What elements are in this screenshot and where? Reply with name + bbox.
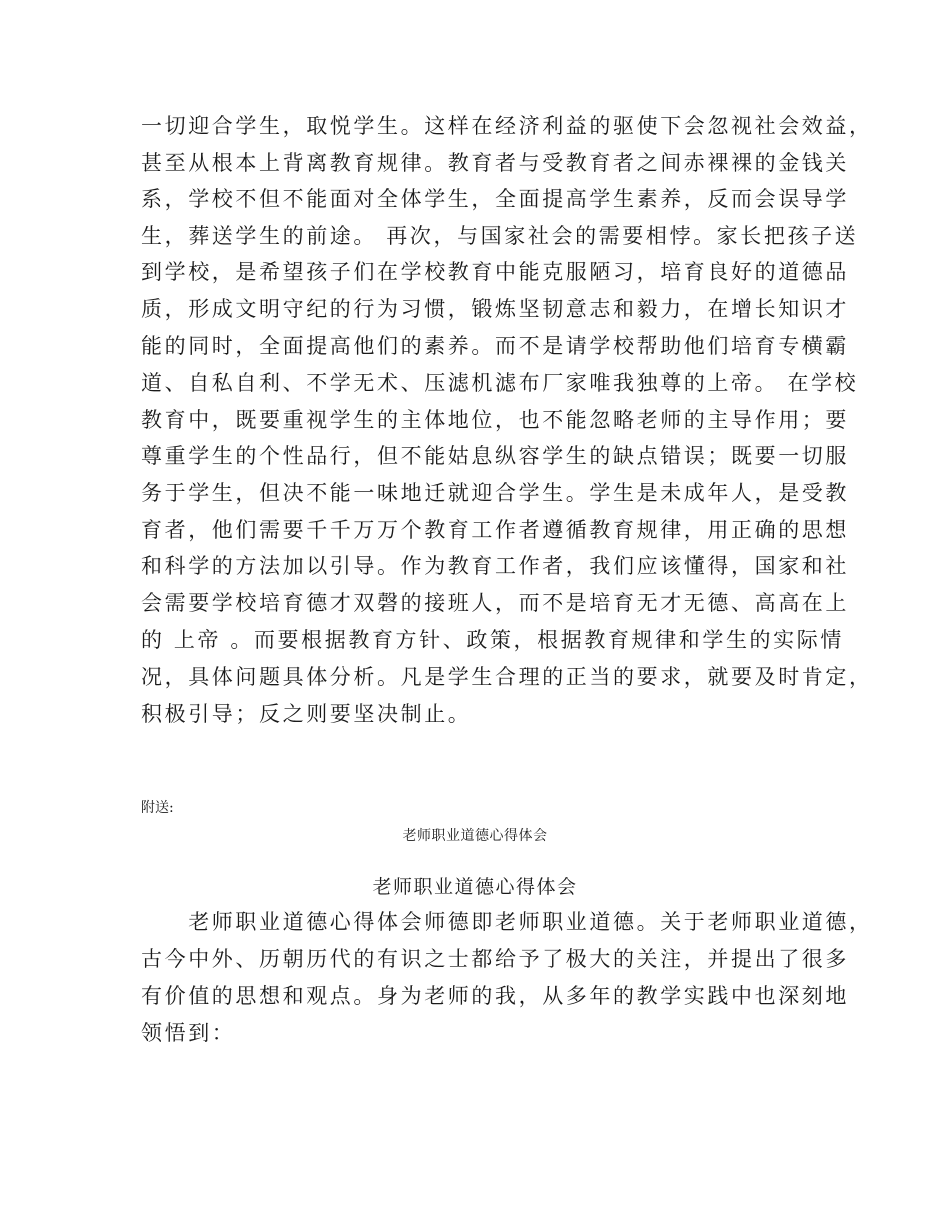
appendix-subtitle: 老师职业道德心得体会 [402,828,548,844]
paragraph-line: 到学校，是希望孩子们在学校教育中能克服陋习，培育良好的道德品 [141,260,849,284]
paragraph-line: 有价值的思想和观点。身为老师的我，从多年的教学实践中也深刻地 [141,984,849,1008]
paragraph-line: 能的同时，全面提高他们的素养。而不是请学校帮助他们培育专横霸 [141,334,849,358]
paragraph-line: 的 上帝 。而要根据教育方针、政策，根据教育规律和学生的实际情 [141,628,844,652]
article-title: 老师职业道德心得体会 [372,876,578,898]
paragraph-line: 老师职业道德心得体会师德即老师职业道德。关于老师职业道德， [141,910,873,934]
paragraph-line: 一切迎合学生，取悦学生。这样在经济利益的驱使下会忽视社会效益， [141,114,873,138]
paragraph-line: 育者，他们需要千千万万个教育工作者遵循教育规律，用正确的思想 [141,518,849,542]
paragraph-line: 尊重学生的个性品行，但不能姑息纵容学生的缺点错误；既要一切服 [141,444,849,468]
appendix-label: 附送: [141,800,174,816]
paragraph-line: 生，葬送学生的前途。 再次，与国家社会的需要相悖。家长把孩子送 [141,224,859,248]
paragraph-line: 会需要学校培育德才双磬的接班人，而不是培育无才无德、高高在上 [141,591,849,615]
paragraph-line: 甚至从根本上背离教育规律。教育者与受教育者之间赤裸裸的金钱关 [141,151,849,175]
paragraph-line: 务于学生，但决不能一味地迁就迎合学生。学生是未成年人，是受教 [141,481,849,505]
paragraph-line: 和科学的方法加以引导。作为教育工作者，我们应该懂得，国家和社 [141,554,849,578]
paragraph-line: 教育中，既要重视学生的主体地位，也不能忽略老师的主导作用；要 [141,408,849,432]
paragraph-line: 道、自私自利、不学无术、压滤机滤布厂家唯我独尊的上帝。 在学校 [141,371,859,395]
paragraph-line: 古今中外、历朝历代的有识之士都给予了极大的关注，并提出了很多 [141,947,849,971]
paragraph-line: 系，学校不但不能面对全体学生，全面提高学生素养，反而会误导学 [141,187,849,211]
paragraph-line: 积极引导；反之则要坚决制止。 [141,702,472,726]
paragraph-line: 况，具体问题具体分析。凡是学生合理的正当的要求，就要及时肯定， [141,665,873,689]
paragraph-line: 领悟到： [141,1021,236,1045]
paragraph-line: 质，形成文明守纪的行为习惯，锻炼坚韧意志和毅力，在增长知识才 [141,297,849,321]
